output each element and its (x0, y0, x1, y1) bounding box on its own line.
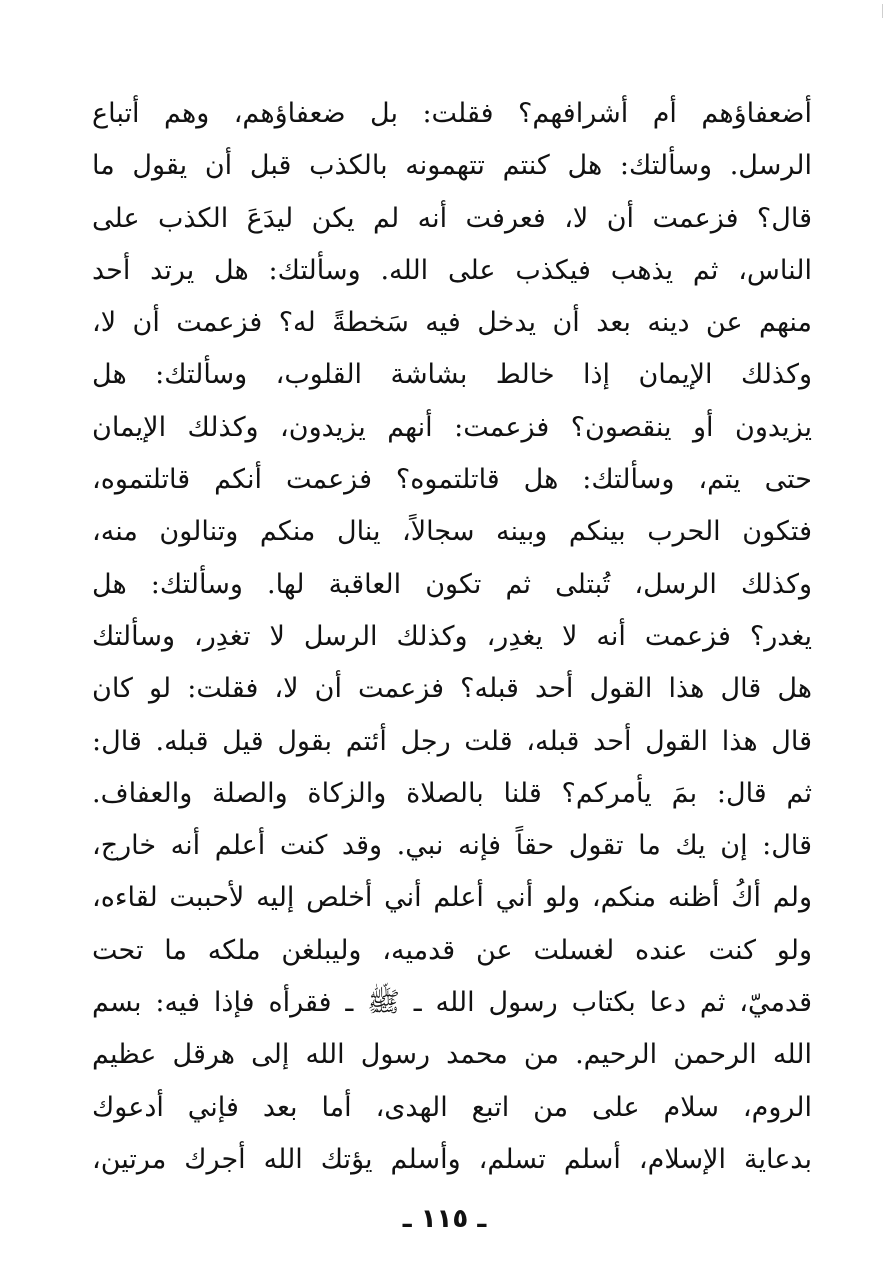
text-line: ولو كنت عنده لغسلت عن قدميه، وليبلغن ملكه ما تحت (92, 934, 812, 966)
page-number: ـ ١١٥ ـ (402, 1204, 487, 1234)
text-line: يغدر؟ فزعمت أنه لا يغدِر، وكذلك الرسل لا تغدِر، وسألتك (92, 620, 812, 652)
text-line: الروم، سلام على من اتبع الهدى، أما بعد فإني أدعوك (92, 1091, 812, 1123)
text-line: يزيدون أو ينقصون؟ فزعمت: أنهم يزيدون، وكذلك الإيمان (92, 411, 812, 443)
text-line: الله الرحمن الرحيم. من محمد رسول الله إلى هرقل عظيم (92, 1039, 812, 1071)
text-line: حتى يتم، وسألتك: هل قاتلتموه؟ فزعمت أنكم قاتلتموه، (92, 464, 812, 496)
scan-corner-mark (872, 4, 883, 18)
text-line: ثم قال: بمَ يأمركم؟ قلنا بالصلاة والزكاة والصلة والعفاف. (92, 777, 812, 809)
text-line: قال: إن يك ما تقول حقاً فإنه نبي. وقد كنت أعلم أنه خارج، (92, 830, 812, 862)
text-line: ولم أكُ أظنه منكم، ولو أني أعلم أني أخلص إليه لأحببت لقاءه، (92, 882, 812, 914)
body-text (92, 88, 812, 1186)
text-line: قال؟ فزعمت أن لا، فعرفت أنه لم يكن ليدَعَ الكذب على (92, 202, 812, 234)
text-line: أضعفاؤهم أم أشرافهم؟ فقلت: بل ضعفاؤهم، وهم أتباع (92, 98, 812, 129)
text-line: فتكون الحرب بينكم وبينه سجالاً، ينال منكم وتنالون منه، (92, 516, 812, 548)
text-line: وكذلك الإيمان إذا خالط بشاشة القلوب، وسألتك: هل (92, 359, 812, 391)
text-line: الناس، ثم يذهب فيكذب على الله. وسألتك: هل يرتد أحد (92, 254, 812, 286)
text-line: بدعاية الإسلام، أسلم تسلم، وأسلم يؤتك الله أجرك مرتين، (92, 1143, 812, 1175)
text-line: وكذلك الرسل، تُبتلى ثم تكون العاقبة لها. وسألتك: هل (92, 568, 812, 600)
text-line: هل قال هذا القول أحد قبله؟ فزعمت أن لا، فقلت: لو كان (92, 673, 812, 705)
text-line: الرسل. وسألتك: هل كنتم تتهمونه بالكذب قبل أن يقول ما (92, 150, 812, 182)
text-line: قدميّ، ثم دعا بكتاب رسول الله ـ ﷺ ـ فقرأه فإذا فيه: بسم (92, 987, 812, 1019)
text-line: قال هذا القول أحد قبله، قلت رجل أئتم بقول قيل قبله. قال: (92, 725, 812, 757)
text-line: منهم عن دينه بعد أن يدخل فيه سَخطةً له؟ فزعمت أن لا، (92, 307, 812, 339)
